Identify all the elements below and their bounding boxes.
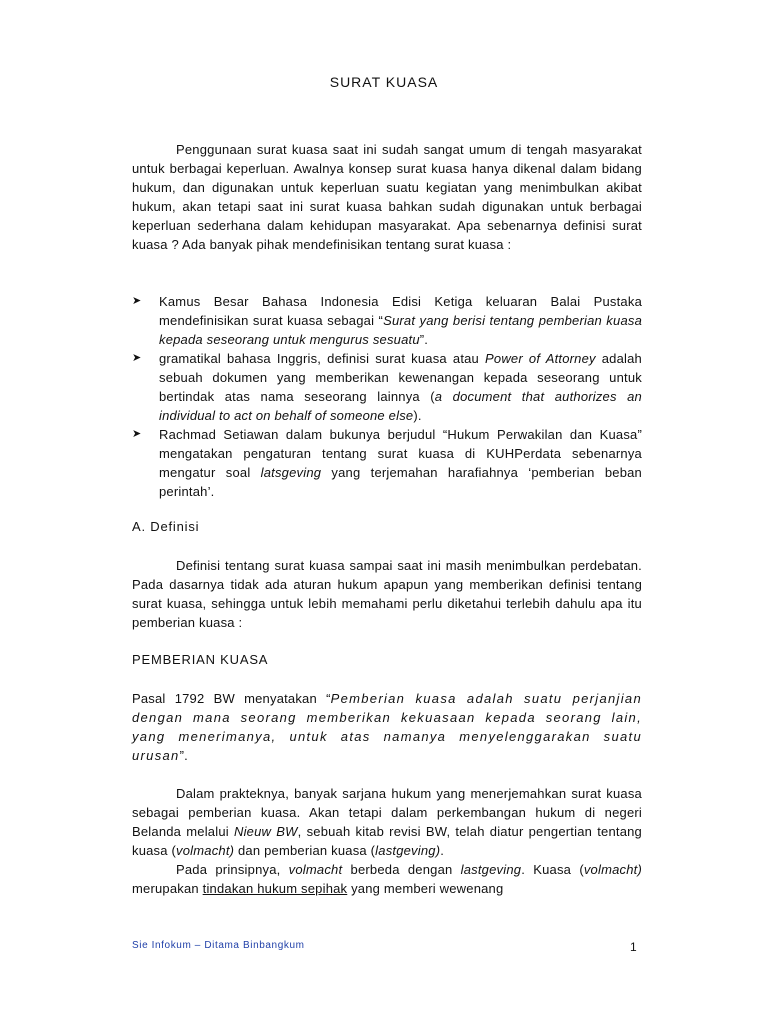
arrow-bullet-icon: ➤	[132, 352, 142, 364]
definisi-paragraph: Definisi tentang surat kuasa sampai saat ini masih menimbulkan perdebatan. Pada dasarnya tidak ada aturan hukum apapun yang memberikan definisi tentang surat kuasa, sehingga untuk lebih memahami perlu diketahui terlebih dahulu apa itu pemberian kuasa :	[132, 558, 642, 630]
prinsip-paragraph: Pada prinsipnya, volmacht berbeda dengan lastgeving. Kuasa (volmacht) merupakan tindakan hukum sepihak yang memberi wewenang	[132, 862, 643, 896]
list-item-rachmad: ➤ Rachmad Setiawan dalam bukunya berjudul “Hukum Perwakilan dan Kuasa” mengatakan pengaturan tentang surat kuasa di KUHPerdata sebenarnya mengatur soal latsgeving yang terjemahan harafiahnya ‘pemberian beban perintah’.	[132, 427, 642, 499]
praktek-paragraph: Dalam prakteknya, banyak sarjana hukum yang menerjemahkan surat kuasa sebagai pemberian kuasa. Akan tetapi dalam perkembangan hukum di negeri Belanda melalui Nieuw BW, sebuah kitab revisi BW, telah diatur pengertian tentang kuasa (volmacht) dan pemberian kuasa (lastgeving).	[132, 786, 642, 858]
pasal-1792-paragraph: Pasal 1792 BW menyatakan “Pemberian kuasa adalah suatu perjanjian dengan mana seorang memberikan kekuasaan kepada seorang lain, yang menerimanya, untuk atas namanya menyelenggarakan suatu urusan”.	[132, 691, 642, 763]
page-number: 1	[630, 940, 637, 954]
arrow-bullet-icon: ➤	[132, 295, 142, 307]
intro-paragraph: Penggunaan surat kuasa saat ini sudah sangat umum di tengah masyarakat untuk berbagai keperluan. Awalnya konsep surat kuasa hanya dikenal dalam bidang hukum, dan digunakan untuk keperluan suatu kegiatan yang menimbulkan akibat hukum, akan tetapi saat ini surat kuasa bahkan sudah digunakan untuk berbagai keperluan sederhana dalam kehidupan masyarakat. Apa sebenarnya definisi surat kuasa ? Ada banyak pihak mendefinisikan tentang surat kuasa :	[132, 142, 642, 252]
arrow-bullet-icon: ➤	[132, 428, 142, 440]
section-heading-pemberian-kuasa: PEMBERIAN KUASA	[132, 652, 269, 667]
section-heading-definisi: A. Definisi	[132, 519, 200, 534]
definition-list	[132, 292, 642, 501]
list-item-kbbi: ➤ Kamus Besar Bahasa Indonesia Edisi Ketiga keluaran Balai Pustaka mendefinisikan surat kuasa sebagai “Surat yang berisi tentang pemberian kuasa kepada seseorang untuk mengurus sesuatu”.	[132, 294, 642, 347]
list-item-gramatikal: ➤ gramatikal bahasa Inggris, definisi surat kuasa atau Power of Attorney adalah sebuah dokumen yang memberikan kewenangan kepada seseorang untuk bertindak atas nama seseorang lainnya (a document that authorizes an individual to act on behalf of someone else).	[132, 351, 642, 423]
document-title: SURAT KUASA	[329, 74, 439, 90]
footer-text: Sie Infokum – Ditama Binbangkum	[132, 940, 305, 951]
